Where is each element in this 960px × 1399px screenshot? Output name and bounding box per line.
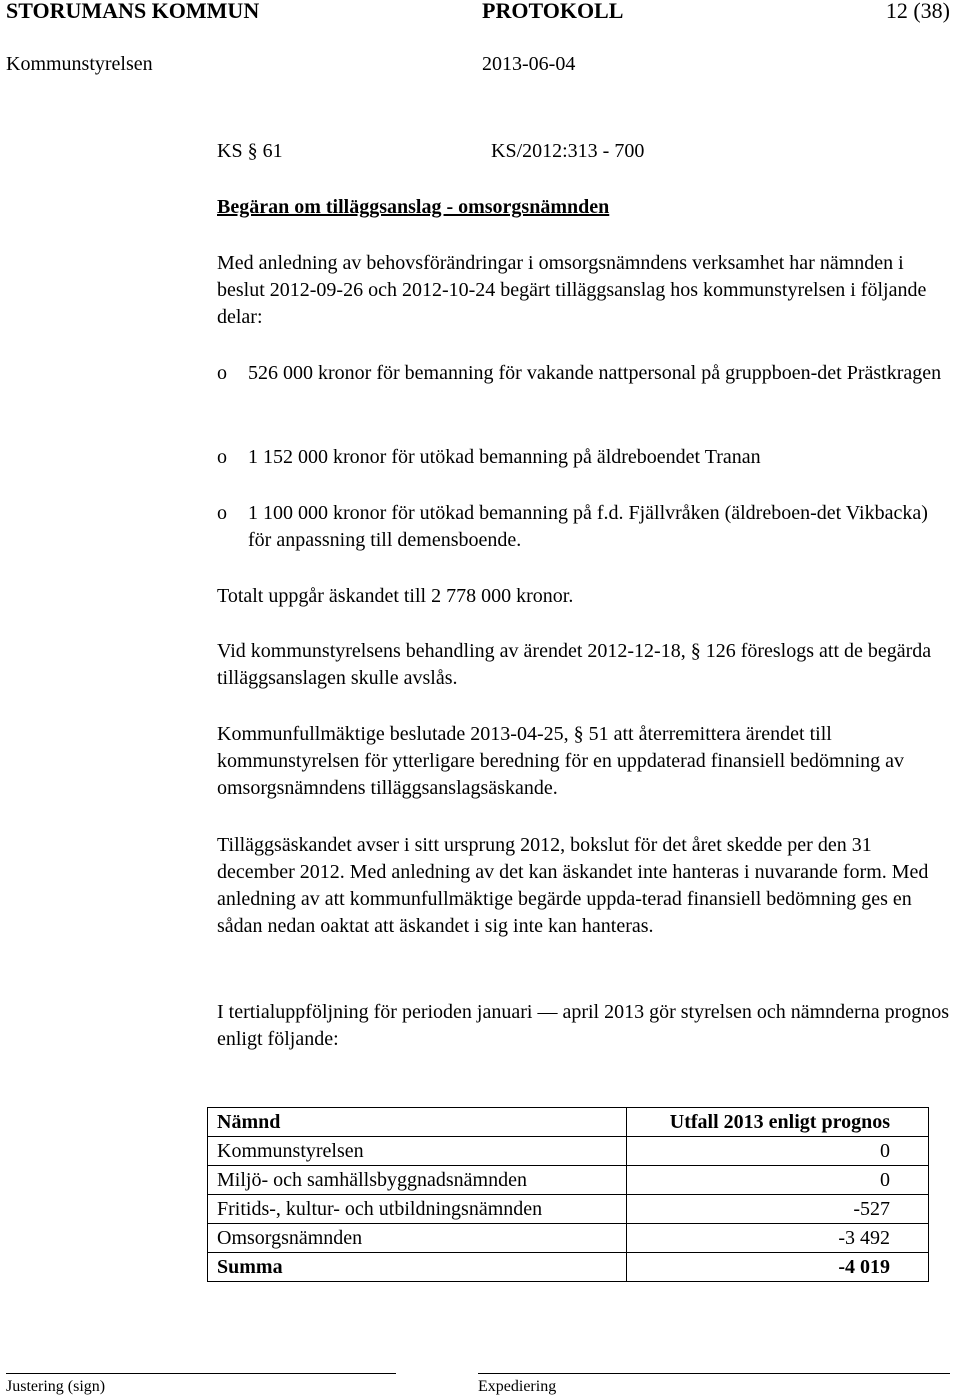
bullet-item: 1 152 000 kronor för utökad bemanning på äldreboendet Tranan — [248, 446, 761, 468]
forecast-value: -527 — [627, 1195, 929, 1224]
document-type: PROTOKOLL — [482, 0, 624, 23]
municipality-name: STORUMANS KOMMUN — [6, 0, 260, 23]
table-header-row — [208, 1108, 929, 1137]
footer-justering: Justering (sign) — [6, 1378, 106, 1395]
body-name: Kommunstyrelsen — [6, 53, 153, 75]
table-row — [208, 1137, 929, 1166]
paragraph-ks-decision: Vid kommunstyrelsens behandling av ärendet 2012-12-18, § 126 föreslogs att de begärda tilläggsanslagen skulle avslås. — [217, 640, 932, 689]
committee-name: Omsorgsnämnden — [208, 1224, 627, 1253]
signature-line-left — [6, 1373, 396, 1374]
case-paragraph: KS § 61 — [217, 140, 283, 162]
intro-paragraph: Med anledning av behovsförändringar i omsorgsnämndens verksamhet har nämnden i beslut 2012-09-26 och 2012-10-24 begärt tilläggsanslag hos kommunstyrelsen i följande delar: — [217, 252, 927, 328]
bullet-item: 526 000 kronor för bemanning för vakande nattpersonal på gruppboen-det Prästkragen — [248, 362, 942, 384]
bullet-marker: o — [217, 446, 227, 468]
diary-number: KS/2012:313 - 700 — [491, 140, 645, 162]
total-paragraph: Totalt uppgår äskandet till 2 778 000 kronor. — [217, 585, 574, 607]
bullet-marker: o — [217, 362, 227, 384]
table-row — [208, 1195, 929, 1224]
forecast-value: -3 492 — [627, 1224, 929, 1253]
column-header-name: Nämnd — [208, 1108, 627, 1137]
table-row — [208, 1166, 929, 1195]
table-row — [208, 1224, 929, 1253]
signature-line-right — [478, 1373, 950, 1374]
table-sum-row — [208, 1253, 929, 1282]
sum-label: Summa — [208, 1253, 627, 1282]
committee-name: Miljö- och samhällsbyggnadsnämnden — [208, 1166, 627, 1195]
page-number: 12 (38) — [885, 0, 950, 23]
footer-expediering: Expediering — [478, 1378, 557, 1395]
forecast-value: 0 — [627, 1166, 929, 1195]
bullet-marker: o — [217, 502, 227, 524]
paragraph-origin: Tilläggsäskandet avser i sitt ursprung 2012, bokslut för det året skedde per den 31 december 2012. Med anledning av det kan äskandet inte hanteras i nuvarande form. Med anledning av att kommunfullmäktige begärde uppda-terad finansiell bedömning ges en sådan nedan oaktat att äskandet i sig inte kan hanteras. — [217, 834, 929, 937]
committee-name: Fritids-, kultur- och utbildningsnämnden — [208, 1195, 627, 1224]
bullet-item: 1 100 000 kronor för utökad bemanning på f.d. Fjällvråken (äldreboen-det Vikbacka) för anpassning till demensboende. — [248, 502, 928, 551]
column-header-value: Utfall 2013 enligt prognos — [627, 1108, 929, 1137]
meeting-date: 2013-06-04 — [482, 53, 576, 75]
paragraph-kf-decision: Kommunfullmäktige beslutade 2013-04-25, § 51 att återremittera ärendet till kommunstyrelsen för ytterligare beredning för en uppdaterad finansiell bedömning av omsorgsnämndens tilläggsanslagsäskande. — [217, 723, 905, 799]
forecast-table — [207, 1107, 929, 1282]
committee-name: Kommunstyrelsen — [208, 1137, 627, 1166]
paragraph-forecast-intro: I tertialuppföljning för perioden januari — april 2013 gör styrelsen och nämnderna prognos enligt följande: — [217, 1001, 950, 1050]
case-title: Begäran om tilläggsanslag - omsorgsnämnden — [217, 196, 610, 218]
sum-value: -4 019 — [627, 1253, 929, 1282]
forecast-value: 0 — [627, 1137, 929, 1166]
